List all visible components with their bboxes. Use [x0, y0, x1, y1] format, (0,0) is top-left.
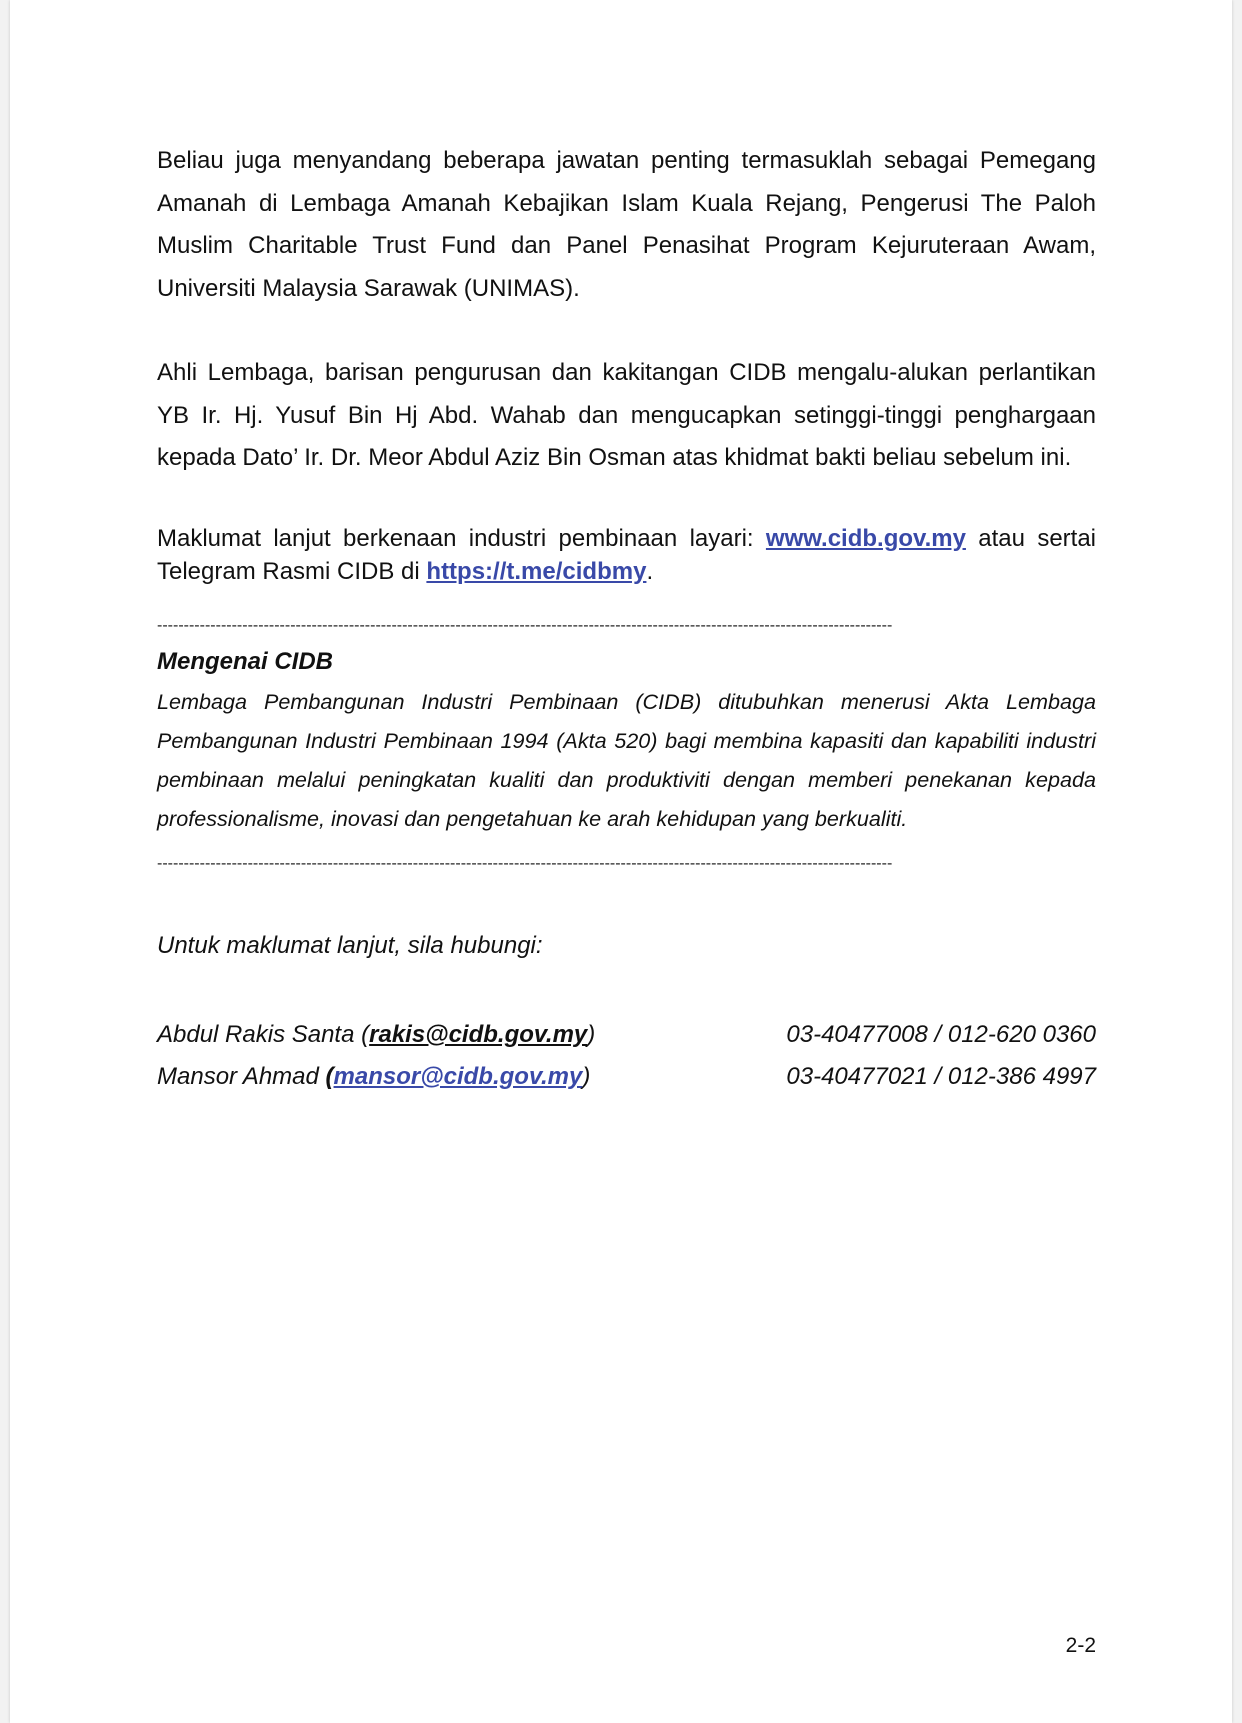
more-info-text-after: . [646, 557, 654, 585]
contact-list [157, 1014, 1096, 1098]
more-info-text-middle: atau sertai Telegram Rasmi CIDB di [157, 524, 1096, 585]
contact-phone: 03-40477021 / 012-386 4997 [786, 1062, 1096, 1090]
contact-phone: 03-40477008 / 012-620 0360 [786, 1020, 1096, 1048]
paragraph-appointments: Beliau juga menyandang beberapa jawatan penting termasuklah sebagai Pemegang Amanah di Lembaga Amanah Kebajikan Islam Kuala Rejang, Pengerusi The Paloh Muslim Charitable Trust Fund dan Panel Penasihat Program Kejuruteraan Awam, Universiti Malaysia Sarawak (UNIMAS). [157, 147, 1096, 302]
contact-row [157, 1014, 1096, 1056]
website-link[interactable]: www.cidb.gov.my [765, 524, 966, 552]
contact-row [157, 1056, 1096, 1098]
separator-top: ------------------------------------------------------------------------------------------------------------------------------------------ [157, 617, 893, 634]
document-content [157, 140, 1096, 1098]
contact-intro: Untuk maklumat lanjut, sila hubungi: [157, 931, 543, 959]
contact-name: Mansor Ahmad [157, 1062, 319, 1090]
telegram-link[interactable]: https://t.me/cidbmy [426, 557, 647, 585]
about-body: Lembaga Pembangunan Industri Pembinaan (CIDB) ditubuhkan menerusi Akta Lembaga Pembangunan Industri Pembinaan 1994 (Akta 520) bagi membina kapasiti dan kapabiliti industri pembinaan melalui peningkatan kualiti dan produktiviti dengan memberi penekanan kepada professionalisme, inovasi dan pengetahuan ke arah kehidupan yang berkualiti. [157, 688, 1096, 831]
contact-person: Abdul Rakis Santa (rakis@cidb.gov.my) [157, 1020, 596, 1048]
more-info-text-before: Maklumat lanjut berkenaan industri pembinaan layari: [157, 524, 766, 552]
document-page [10, 0, 1232, 1723]
about-title: Mengenai CIDB [157, 647, 334, 675]
page-number: 2-2 [1065, 1634, 1096, 1657]
contact-email-link[interactable]: rakis@cidb.gov.my [369, 1020, 588, 1048]
paragraph-welcome: Ahli Lembaga, barisan pengurusan dan kakitangan CIDB mengalu-alukan perlantikan YB Ir. Hj. Yusuf Bin Hj Abd. Wahab dan mengucapkan setinggi-tinggi penghargaan kepada Dato’ Ir. Dr. Meor Abdul Aziz Bin Osman atas khidmat bakti beliau sebelum ini. [157, 359, 1096, 471]
paragraph-more-info [157, 522, 1096, 588]
contact-email-link[interactable]: mansor@cidb.gov.my [333, 1062, 583, 1090]
contact-person: Mansor Ahmad (mansor@cidb.gov.my) [157, 1062, 591, 1090]
contact-name: Abdul Rakis Santa [157, 1020, 355, 1048]
separator-bottom: ------------------------------------------------------------------------------------------------------------------------------------------ [157, 855, 893, 872]
